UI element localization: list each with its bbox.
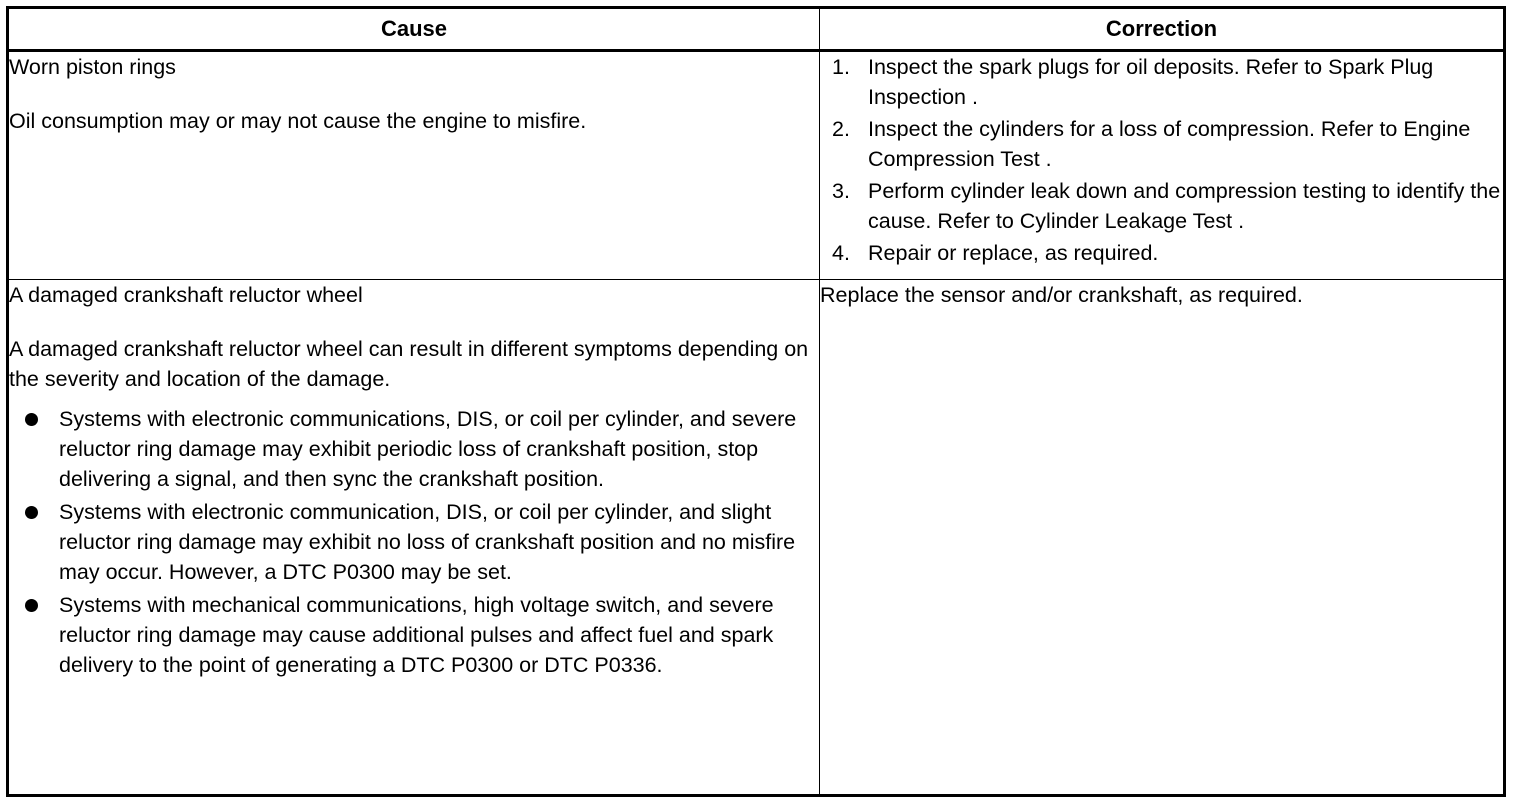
bullet-text: Systems with electronic communication, DIS, or coil per cylinder, and slight reluctor ring damage may exhibit no loss of crankshaft position and no misfire may occur. However, a DTC P0300 may be set. xyxy=(59,500,796,584)
step-text: Inspect the spark plugs for oil deposits. Refer to Spark Plug Inspection . xyxy=(868,55,1434,109)
correction-steps xyxy=(820,52,1503,268)
step-text: Perform cylinder leak down and compression testing to identify the cause. Refer to Cylinder Leakage Test . xyxy=(868,179,1501,233)
cause-title: A damaged crankshaft reluctor wheel xyxy=(9,283,363,307)
step-number: 1. xyxy=(832,55,850,79)
step-text: Repair or replace, as required. xyxy=(868,241,1159,265)
list-item xyxy=(832,114,1503,174)
bullet-icon xyxy=(25,506,38,519)
step-number: 2. xyxy=(832,117,850,141)
list-item xyxy=(832,238,1503,268)
cause-description: Oil consumption may or may not cause the engine to misfire. xyxy=(9,109,587,133)
step-number: 4. xyxy=(832,241,850,265)
table-row xyxy=(8,280,1505,796)
step-number: 3. xyxy=(832,179,850,203)
correction-text: Replace the sensor and/or crankshaft, as required. xyxy=(820,283,1303,307)
cause-bullets xyxy=(9,404,819,680)
bullet-text: Systems with electronic communications, DIS, or coil per cylinder, and severe reluctor ring damage may exhibit periodic loss of crankshaft position, stop delivering a signal, and then sync the crankshaft position. xyxy=(59,407,797,491)
list-item xyxy=(59,590,819,680)
list-item xyxy=(832,52,1503,112)
table-body xyxy=(8,51,1505,796)
cause-cell xyxy=(8,280,820,796)
cause-description: A damaged crankshaft reluctor wheel can result in different symptoms depending on the severity and location of the damage. xyxy=(9,337,809,391)
bullet-icon xyxy=(25,599,38,612)
table-row xyxy=(8,51,1505,280)
bullet-icon xyxy=(25,413,38,426)
list-item xyxy=(59,497,819,587)
list-item xyxy=(832,176,1503,236)
bullet-text: Systems with mechanical communications, high voltage switch, and severe reluctor ring damage may cause additional pulses and affect fuel and spark delivery to the point of generating a DTC P0300 or DTC P0336. xyxy=(59,593,774,677)
cause-title: Worn piston rings xyxy=(9,55,176,79)
step-text: Inspect the cylinders for a loss of compression. Refer to Engine Compression Test . xyxy=(868,117,1471,171)
header-row xyxy=(8,8,1505,51)
correction-cell xyxy=(820,280,1505,796)
header-correction: Correction xyxy=(820,8,1505,51)
list-item xyxy=(59,404,819,494)
correction-cell xyxy=(820,51,1505,280)
header-cause: Cause xyxy=(8,8,820,51)
table-header xyxy=(8,8,1505,51)
cause-cell xyxy=(8,51,820,280)
cause-correction-table xyxy=(6,6,1506,797)
